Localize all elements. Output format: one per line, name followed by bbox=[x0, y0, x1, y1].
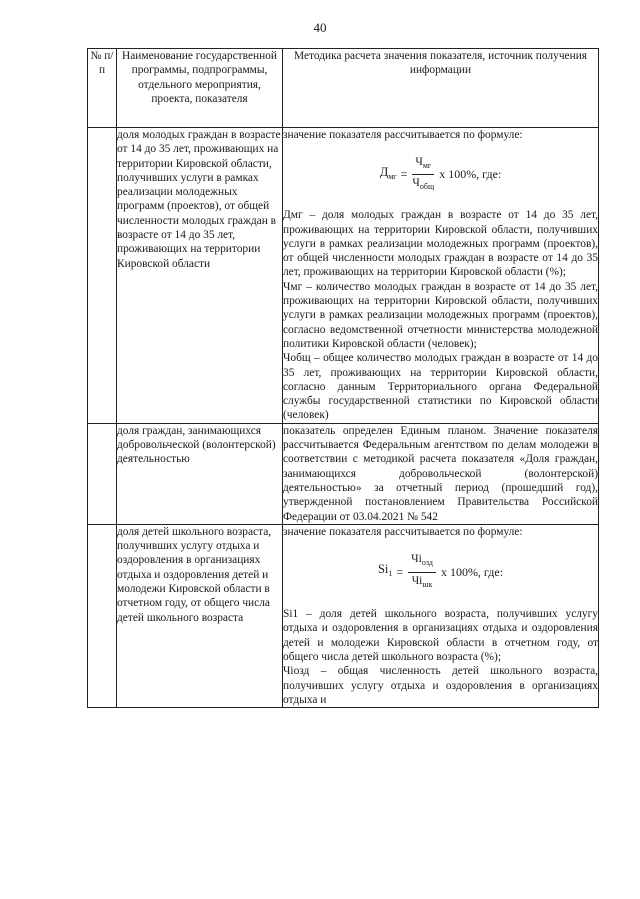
formula-denominator: Ч bbox=[412, 176, 420, 189]
table-row bbox=[88, 524, 599, 707]
row-num bbox=[88, 128, 117, 424]
formula-tail: х 100%, где: bbox=[439, 167, 502, 182]
formula-denominator: Чi bbox=[411, 574, 423, 587]
definition: Чмг – количество молодых граждан в возрасте от 14 до 35 лет, проживающих на территории Кировской области, получивших услуги в рамках реализации молодежных программ (проектов), согласно ведомственной отчетности министерства молодежной политики Кировской области (человек); bbox=[283, 280, 598, 350]
indicator-name: доля молодых граждан в возрасте от 14 до 35 лет, проживающих на территории Кировской области, получивших услуги в рамках реализации молодежных программ (проектов), от общей численности молодых граждан в возрасте от 14 до 35 лет, проживающих на территории Кировской области bbox=[117, 128, 283, 424]
formula-numerator-sub: мг bbox=[422, 160, 432, 170]
indicator-method bbox=[283, 524, 599, 707]
formula-lhs: Si bbox=[377, 562, 389, 577]
formula-fraction bbox=[408, 552, 436, 592]
formula-denominator-sub: общ bbox=[419, 181, 435, 191]
table-row bbox=[88, 128, 599, 424]
table-header-row bbox=[88, 49, 599, 128]
formula-intro: значение показателя рассчитывается по формуле: bbox=[283, 129, 523, 141]
formula-eq: = bbox=[400, 167, 408, 182]
formula-denominator-sub: шк bbox=[422, 579, 433, 589]
definition: Si1 – доля детей школьного возраста, получивших услугу отдыха и оздоровления в организациях отдыха и оздоровления детей и молодежи Кировской области в отчетном году, от общего числа детей школьного возраста (%); bbox=[283, 608, 598, 664]
formula-numerator: Чi bbox=[411, 553, 422, 566]
formula-numerator: Ч bbox=[415, 155, 423, 168]
definition: Чобщ – общее количество молодых граждан в возрасте от 14 до 35 лет, проживающих на территории Кировской области, согласно данным Территориального органа Федеральной службы государственной статистики по Кировской области (человек) bbox=[283, 352, 598, 422]
formula-fraction bbox=[412, 155, 434, 195]
formula-intro: значение показателя рассчитывается по формуле: bbox=[283, 525, 523, 538]
header-method: Методика расчета значения показателя, источник получения информации bbox=[283, 49, 599, 128]
indicator-name: доля детей школьного возраста, получивших услугу отдыха и оздоровления в организациях отдыха и оздоровления детей и молодежи Кировской области в отчетном году, от общего числа детей школьного возраста bbox=[117, 524, 283, 707]
table-row bbox=[88, 423, 599, 524]
header-name: Наименование государственной программы, подпрограммы, отдельного мероприятия, проекта, показателя bbox=[117, 49, 283, 128]
formula-numerator-sub: озд bbox=[421, 558, 433, 568]
indicator-table bbox=[87, 48, 599, 708]
header-num: № п/п bbox=[88, 49, 117, 128]
indicator-method bbox=[283, 128, 599, 424]
definition: Дмг – доля молодых граждан в возрасте от 14 до 35 лет, проживающих на территории Кировской области, получивших услуги в рамках реализации молодежных программ (проектов), от общей численности молодых граждан в возрасте от 14 до 35 лет, проживающих на территории Кировской области (%); bbox=[283, 209, 598, 279]
indicator-method bbox=[283, 423, 599, 524]
page-number: 40 bbox=[313, 20, 327, 35]
formula-lhs: Д bbox=[379, 164, 389, 179]
method-text: показатель определен Единым планом. Значение показателя рассчитывается Федеральным агентством по делам молодежи в соответствии с методикой расчета показателя «Доля граждан, занимающихся добровольческой (волонтерской) деятельностью» за отчетный период (прошедший год), утвержденной постановлением Правительства Российской Федерации от 03.04.2021 № 542 bbox=[283, 424, 598, 523]
formula-lhs-sub: 1 bbox=[388, 569, 393, 579]
definition: Чiозд – общая численность детей школьного возраста, получивших услугу отдыха и оздоровления в организациях отдыха и bbox=[283, 665, 598, 706]
formula-eq: = bbox=[396, 564, 404, 579]
formula bbox=[283, 146, 598, 202]
formula bbox=[283, 543, 598, 601]
formula-lhs-sub: мг bbox=[388, 171, 397, 181]
row-num bbox=[88, 423, 117, 524]
row-num bbox=[88, 524, 117, 707]
formula-tail: х 100%, где: bbox=[440, 564, 504, 579]
indicator-name: доля граждан, занимающихся добровольческой (волонтерской) деятельностью bbox=[117, 423, 283, 524]
